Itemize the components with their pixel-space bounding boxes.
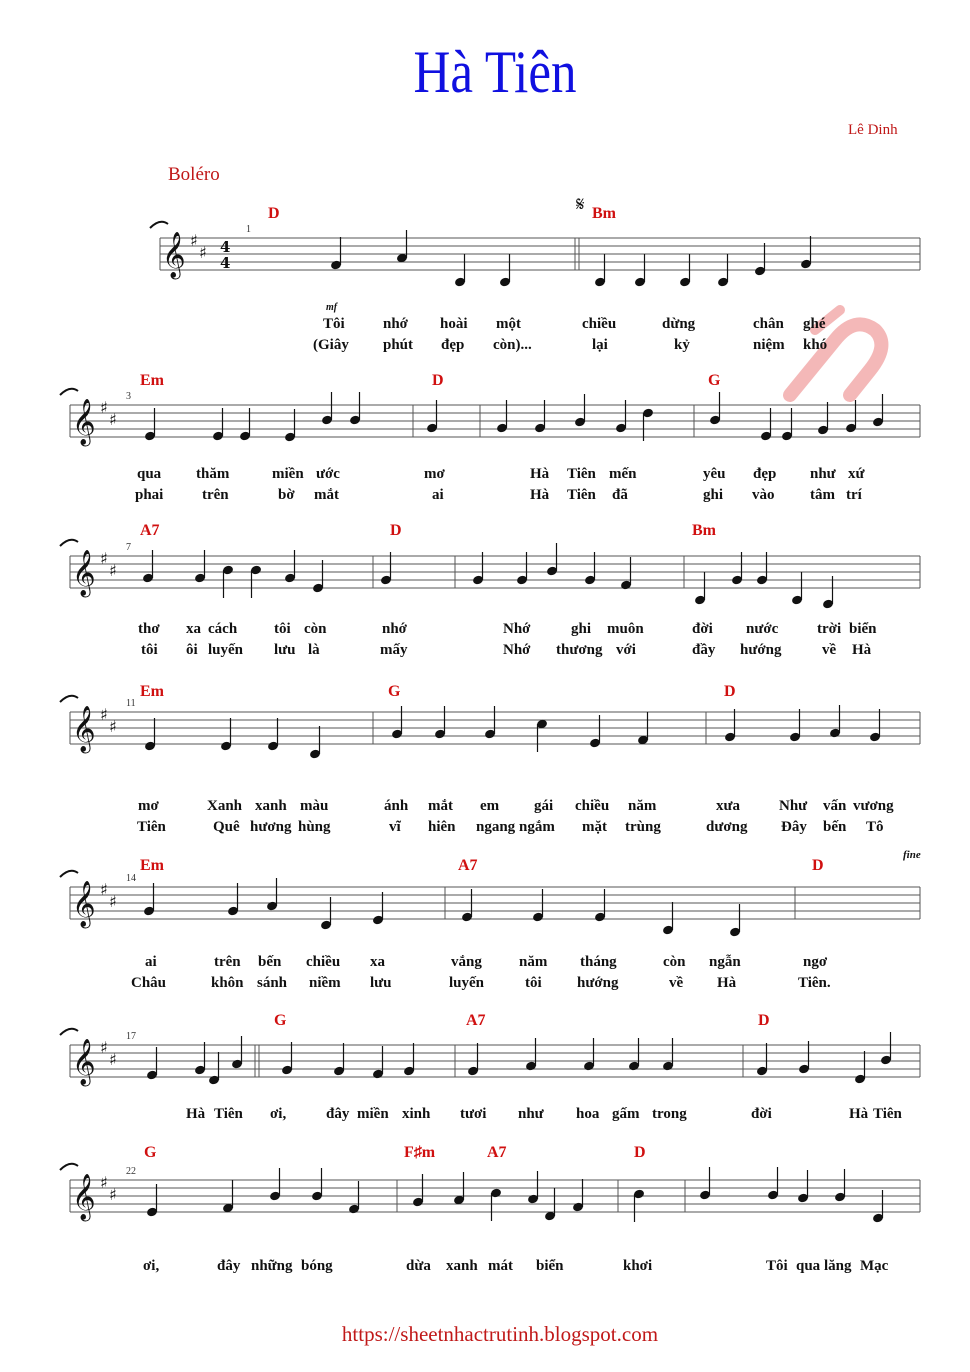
svg-text:♯: ♯ <box>100 705 108 724</box>
lyric-syllable: yêu <box>703 466 726 482</box>
lyric-syllable: thơ <box>138 621 160 637</box>
lyric-syllable: Mạc <box>860 1258 889 1274</box>
chord-symbol: G <box>388 683 401 700</box>
chord-symbol: F♯m <box>404 1144 436 1161</box>
segno-icon: 𝄋 <box>576 192 585 216</box>
chord-symbol: Em <box>140 683 164 700</box>
lyric-syllable: thương <box>556 642 603 658</box>
lyric-syllable: còn <box>663 954 686 970</box>
measure-number: 3 <box>126 391 131 402</box>
lyric-syllable: ơi, <box>270 1106 287 1122</box>
lyric-syllable: trong <box>652 1106 687 1122</box>
lyric-syllable: nhớ <box>382 621 407 637</box>
lyric-syllable: tôi <box>274 621 291 637</box>
measure-number: 22 <box>126 1166 136 1177</box>
lyric-syllable: ngẫn <box>709 954 741 970</box>
svg-text:♯: ♯ <box>109 1050 117 1069</box>
lyric-syllable: hướng <box>740 642 782 658</box>
lyric-syllable: trùng <box>625 819 661 835</box>
lyric-syllable: trời <box>817 621 842 637</box>
chord-symbol: A7 <box>140 522 160 539</box>
chord-symbol: A7 <box>487 1144 507 1161</box>
lyric-syllable: vương <box>853 798 894 814</box>
lyric-syllable: Tôi <box>323 316 345 332</box>
lyric-syllable: tháng <box>580 954 617 970</box>
lyric-syllable: ôi <box>186 642 198 658</box>
lyric-syllable: Hà <box>530 487 550 503</box>
chord-symbol: G <box>274 1012 287 1029</box>
chord-symbol: Em <box>140 372 164 389</box>
svg-text:♯: ♯ <box>100 880 108 899</box>
lyric-syllable: xứ <box>848 466 865 482</box>
lyric-syllable: tôi <box>141 642 158 658</box>
lyric-syllable: phai <box>135 487 164 503</box>
lyric-syllable: em <box>480 798 500 814</box>
lyric-syllable: bờ <box>278 487 295 503</box>
lyric-syllable: trí <box>846 487 862 503</box>
lyric-syllable: đời <box>751 1106 772 1122</box>
lyric-syllable: năm <box>519 954 548 970</box>
lyric-syllable: biển <box>536 1258 564 1274</box>
lyric-syllable: trên <box>202 487 229 503</box>
lyric-syllable: chiều <box>582 316 617 332</box>
lyric-syllable: thăm <box>196 466 230 482</box>
lyric-syllable: xanh <box>255 798 287 814</box>
lyric-syllable: ghé <box>803 316 826 332</box>
measure-number: 17 <box>126 1031 136 1042</box>
lyric-syllable: ngắm <box>519 819 555 835</box>
lyric-syllable: vào <box>752 487 775 503</box>
lyric-syllable: khôn <box>211 975 244 991</box>
lyric-syllable: nước <box>746 621 779 637</box>
lyric-syllable: mát <box>488 1258 513 1274</box>
svg-text:4: 4 <box>220 254 231 272</box>
lyric-syllable: ai <box>432 487 444 503</box>
lyric-syllable: mặt <box>582 819 607 835</box>
lyric-syllable: lưu <box>370 975 392 991</box>
chord-symbol: D <box>390 522 402 539</box>
lyric-syllable: về <box>822 642 837 658</box>
lyric-syllable: mơ <box>424 466 445 482</box>
svg-text:4: 4 <box>220 238 231 256</box>
lyric-syllable: hùng <box>298 819 331 835</box>
lyric-syllable: ơi, <box>143 1258 160 1274</box>
measure-number: 11 <box>126 698 136 709</box>
lyric-syllable: miền <box>357 1106 389 1122</box>
lyric-syllable: ngơ <box>803 954 828 970</box>
lyric-syllable: như <box>518 1106 544 1122</box>
lyric-syllable: xanh <box>446 1258 478 1274</box>
lyric-syllable: Xanh <box>207 798 243 814</box>
lyric-syllable: Nhớ <box>503 621 531 637</box>
lyric-syllable: kỷ <box>674 337 690 353</box>
chord-symbol: D <box>724 683 736 700</box>
lyric-syllable: ánh <box>384 798 409 814</box>
lyric-syllable: Tiên <box>567 466 596 482</box>
lyric-syllable: (Giây <box>313 337 349 353</box>
lyric-syllable: nhớ <box>383 316 408 332</box>
lyric-syllable: Quê <box>213 819 240 835</box>
footer-url[interactable]: https://sheetnhactrutinh.blogspot.com <box>341 1322 659 1346</box>
lyric-syllable: biển <box>849 621 877 637</box>
chord-symbol: Bm <box>692 522 716 539</box>
chord-symbol: D <box>812 857 824 874</box>
lyric-syllable: như <box>810 466 836 482</box>
lyric-syllable: Hà <box>852 642 872 658</box>
lyric-syllable: Hà <box>849 1106 869 1122</box>
lyric-syllable: qua <box>796 1258 821 1274</box>
lyric-syllable: một <box>496 316 521 332</box>
lyric-syllable: ghi <box>571 621 592 637</box>
svg-text:♯: ♯ <box>109 717 117 736</box>
lyric-syllable: Hà <box>717 975 737 991</box>
lyric-syllable: Nhớ <box>503 642 531 658</box>
lyric-syllable: sánh <box>257 975 288 991</box>
dynamic-marking: mf <box>326 302 338 313</box>
lyric-syllable: đã <box>612 487 628 503</box>
lyric-syllable: với <box>616 642 636 658</box>
lyric-syllable: muôn <box>607 621 644 637</box>
lyric-syllable: vấn <box>823 798 847 814</box>
lyric-syllable: ai <box>145 954 157 970</box>
lyric-syllable: màu <box>300 798 329 814</box>
chord-symbol: D <box>268 205 280 222</box>
lyric-syllable: xưa <box>716 798 741 814</box>
composer-name: Lê Dinh <box>848 122 898 138</box>
lyric-syllable: mắt <box>314 487 339 503</box>
svg-text:♯: ♯ <box>109 561 117 580</box>
lyric-syllable: đầy <box>692 642 716 658</box>
lyric-syllable: vĩ <box>389 819 401 835</box>
lyric-syllable: trên <box>214 954 241 970</box>
svg-text:𝄞: 𝄞 <box>72 1174 96 1220</box>
lyric-syllable: mấy <box>380 642 408 658</box>
lyric-syllable: đây <box>217 1258 241 1274</box>
lyric-syllable: Hà <box>530 466 550 482</box>
lyric-syllable: hương <box>250 819 292 835</box>
svg-text:♯: ♯ <box>109 410 117 429</box>
svg-text:♯: ♯ <box>190 231 198 250</box>
song-title: Hà Tiên <box>413 39 577 105</box>
chord-symbol: G <box>144 1144 157 1161</box>
lyric-syllable: ngang <box>476 819 516 835</box>
lyric-syllable: đẹp <box>441 337 465 353</box>
lyric-syllable: miền <box>272 466 304 482</box>
lyric-syllable: những <box>251 1258 293 1274</box>
svg-text:𝄞: 𝄞 <box>72 881 96 927</box>
lyric-syllable: chiều <box>306 954 341 970</box>
svg-text:♯: ♯ <box>100 549 108 568</box>
svg-text:♯: ♯ <box>199 243 207 262</box>
lyric-syllable: Tiên <box>567 487 596 503</box>
chord-symbol: A7 <box>466 1012 486 1029</box>
chord-symbol: D <box>432 372 444 389</box>
lyric-syllable: bến <box>823 819 847 835</box>
svg-text:♯: ♯ <box>100 398 108 417</box>
lyric-syllable: niềm <box>309 975 341 991</box>
lyric-syllable: Tô <box>866 819 884 835</box>
chord-symbol: D <box>634 1144 646 1161</box>
lyric-syllable: về <box>669 975 684 991</box>
lyric-syllable: Tiên <box>137 819 166 835</box>
lyric-syllable: Tiên <box>873 1106 902 1122</box>
lyric-syllable: Như <box>779 798 808 814</box>
lyric-syllable: luyến <box>449 975 485 991</box>
lyric-syllable: hiên <box>428 819 456 835</box>
lyric-syllable: đẹp <box>753 466 777 482</box>
svg-text:𝄞: 𝄞 <box>162 232 186 278</box>
lyric-syllable: lăng <box>824 1258 852 1274</box>
lyric-syllable: xa <box>186 621 201 637</box>
lyric-syllable: dừa <box>406 1258 431 1274</box>
measure-number: 7 <box>126 542 131 553</box>
lyric-syllable: chiều <box>575 798 610 814</box>
lyric-syllable: dừng <box>662 316 696 332</box>
lyric-syllable: là <box>308 642 320 658</box>
svg-text:𝄞: 𝄞 <box>72 706 96 752</box>
lyric-syllable: xa <box>370 954 385 970</box>
lyric-syllable: gái <box>534 798 554 814</box>
lyric-syllable: Đây <box>781 819 807 835</box>
lyric-syllable: hướng <box>577 975 619 991</box>
chord-symbol: Em <box>140 857 164 874</box>
svg-text:♯: ♯ <box>109 1185 117 1204</box>
lyric-syllable: hoa <box>576 1106 600 1122</box>
lyric-syllable: còn <box>304 621 327 637</box>
lyric-syllable: dương <box>706 819 748 835</box>
lyric-syllable: bóng <box>301 1258 333 1274</box>
lyric-syllable: khơi <box>623 1258 653 1274</box>
chord-symbol: G <box>708 372 721 389</box>
lyric-syllable: phút <box>383 337 414 353</box>
lyric-syllable: ước <box>316 466 340 482</box>
svg-text:𝄞: 𝄞 <box>72 1039 96 1085</box>
lyric-syllable: mến <box>609 466 637 482</box>
lyric-syllable: niệm <box>753 337 785 353</box>
lyric-syllable: Hà <box>186 1106 206 1122</box>
svg-text:𝄞: 𝄞 <box>72 550 96 596</box>
lyric-syllable: năm <box>628 798 657 814</box>
lyric-syllable: cách <box>208 621 238 637</box>
lyric-syllable: mơ <box>138 798 159 814</box>
lyric-syllable: lại <box>592 337 608 353</box>
lyric-syllable: hoài <box>440 316 468 332</box>
svg-text:♯: ♯ <box>109 892 117 911</box>
lyric-syllable: khó <box>803 337 828 353</box>
lyric-syllable: lưu <box>274 642 296 658</box>
lyric-syllable: Tôi <box>766 1258 788 1274</box>
lyric-syllable: ghi <box>703 487 724 503</box>
lyric-syllable: luyến <box>208 642 244 658</box>
lyric-syllable: qua <box>137 466 162 482</box>
lyric-syllable: tươi <box>460 1106 487 1122</box>
chord-symbol: A7 <box>458 857 478 874</box>
lyric-syllable: Châu <box>131 975 167 991</box>
lyric-syllable: tâm <box>810 487 835 503</box>
lyric-syllable: đời <box>692 621 713 637</box>
fine-marking: fine <box>903 849 921 861</box>
lyric-syllable: gấm <box>612 1106 640 1122</box>
watermark-logo-icon <box>780 300 910 410</box>
lyric-syllable: Tiên. <box>798 975 831 991</box>
chord-symbol: D <box>758 1012 770 1029</box>
measure-number: 14 <box>126 873 136 884</box>
lyric-syllable: tôi <box>525 975 542 991</box>
lyric-syllable: còn)... <box>493 337 532 353</box>
lyric-syllable: Tiên <box>214 1106 243 1122</box>
svg-text:𝄞: 𝄞 <box>72 399 96 445</box>
svg-text:♯: ♯ <box>100 1038 108 1057</box>
lyric-syllable: vắng <box>451 954 482 970</box>
style-label: Boléro <box>168 164 220 185</box>
lyric-syllable: mắt <box>428 798 453 814</box>
lyric-syllable: xinh <box>402 1106 431 1122</box>
chord-symbol: Bm <box>592 205 616 222</box>
lyric-syllable: đây <box>326 1106 350 1122</box>
measure-number: 1 <box>246 224 251 235</box>
svg-text:♯: ♯ <box>100 1173 108 1192</box>
lyric-syllable: chân <box>753 316 784 332</box>
lyric-syllable: bến <box>258 954 282 970</box>
